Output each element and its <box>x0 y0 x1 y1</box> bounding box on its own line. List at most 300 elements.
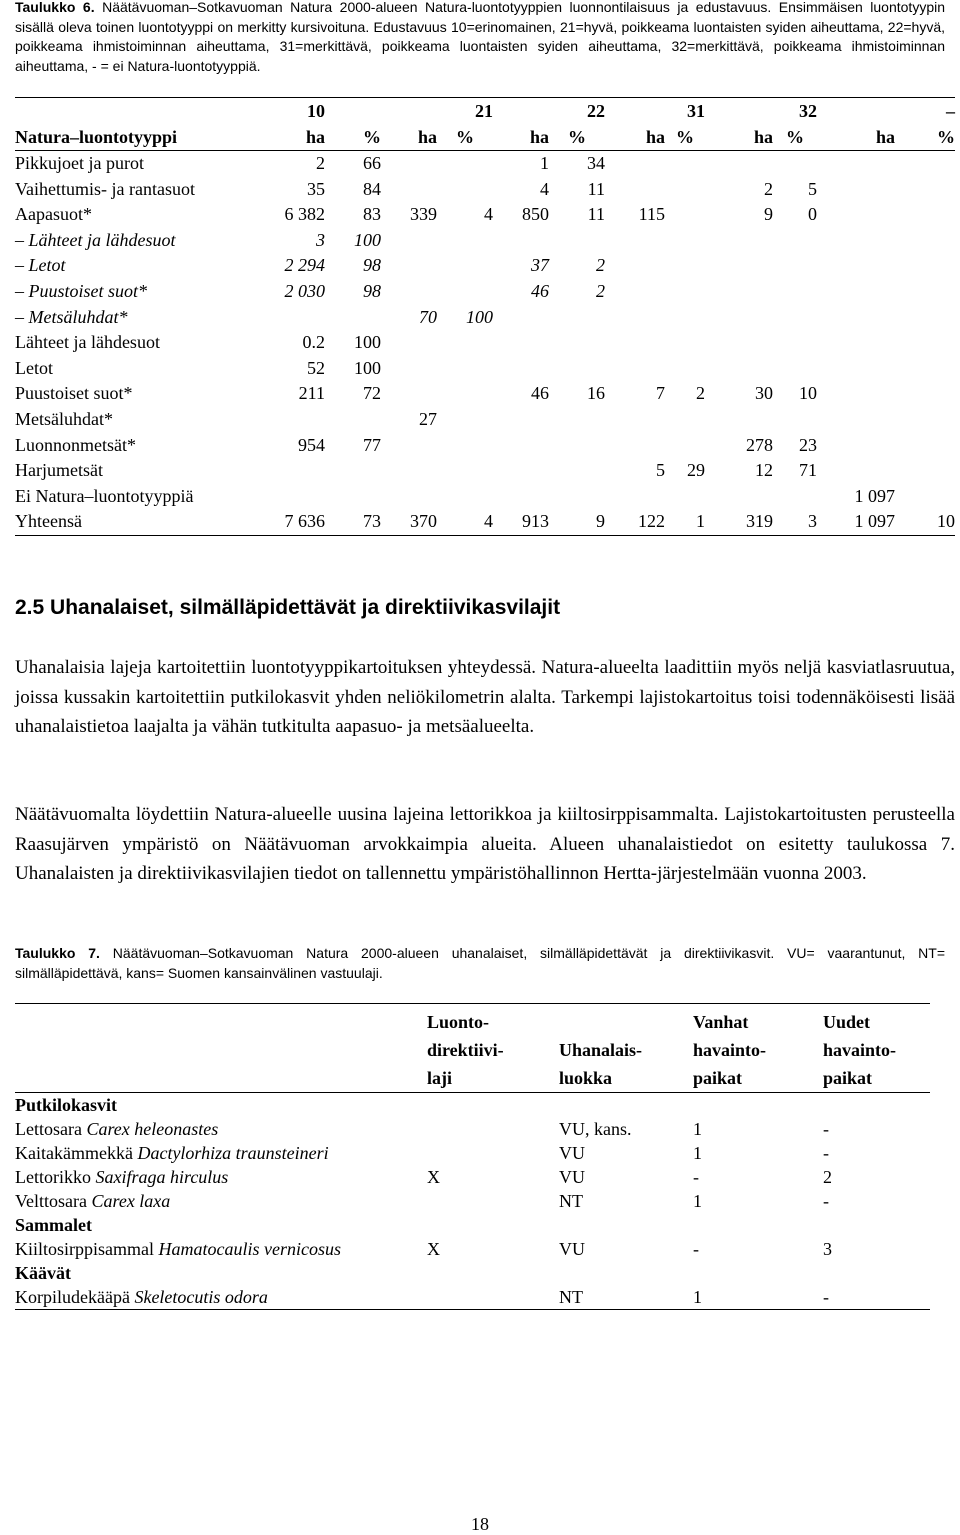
column-header: ha <box>817 124 895 151</box>
row-label: – Letot <box>15 255 66 276</box>
table6-row <box>15 407 955 433</box>
cell <box>895 228 955 254</box>
cell <box>549 330 605 356</box>
cell <box>895 407 955 433</box>
cell: 2 <box>696 383 705 404</box>
cell <box>275 305 325 331</box>
cell <box>773 253 817 279</box>
column-header: % <box>773 124 817 151</box>
group-header: 32 <box>773 98 817 125</box>
cell: 2 <box>823 1167 832 1187</box>
column-header: ha <box>605 124 665 151</box>
cell: 12 <box>755 460 773 481</box>
cell <box>437 433 493 459</box>
table7-group-row <box>15 1261 930 1285</box>
cell <box>705 151 773 177</box>
species-latin-name: Dactylorhiza traunsteineri <box>137 1143 329 1163</box>
table6-row <box>15 381 955 407</box>
cell <box>817 381 895 407</box>
cell <box>817 151 895 177</box>
table6-row <box>15 433 955 459</box>
header-line: direktiivi- <box>427 1040 504 1060</box>
cell: - <box>693 1239 699 1259</box>
cell <box>325 407 381 433</box>
cell: 27 <box>419 408 437 429</box>
cell: - <box>823 1143 829 1163</box>
cell <box>665 279 705 305</box>
cell <box>605 305 665 331</box>
cell <box>705 407 773 433</box>
row-label: Ei Natura–luontotyyppiä <box>15 485 194 506</box>
column-header-directive <box>427 1004 559 1093</box>
row-label: Harjumetsät <box>15 460 103 481</box>
cell <box>823 1093 930 1118</box>
table6-row <box>15 228 955 254</box>
cell <box>823 1261 930 1285</box>
column-header: ha <box>493 124 549 151</box>
column-header: Natura–luontotyyppi <box>15 124 275 151</box>
cell <box>895 356 955 382</box>
column-header: ha <box>275 124 325 151</box>
cell <box>605 356 665 382</box>
cell <box>427 1117 559 1141</box>
cell: 5 <box>656 460 665 481</box>
table6-row <box>15 202 955 228</box>
table6-row <box>15 151 955 177</box>
species-cell: Putkilokasvit <box>15 1095 118 1115</box>
cell <box>605 484 665 510</box>
species-common-name: Velttosara <box>15 1191 87 1211</box>
cell <box>773 330 817 356</box>
cell <box>493 305 549 331</box>
table6-row <box>15 458 955 484</box>
table7-group-row <box>15 1213 930 1237</box>
cell: 9 <box>764 204 773 225</box>
species-cell <box>15 1141 427 1165</box>
cell: 1 <box>665 509 705 535</box>
cell <box>665 151 705 177</box>
table7-caption <box>15 944 945 983</box>
header-line: paikat <box>823 1068 873 1088</box>
cell <box>817 177 895 203</box>
cell: 77 <box>363 434 381 455</box>
cell: 16 <box>587 383 605 404</box>
row-label: Vaihettumis- ja rantasuot <box>15 178 195 199</box>
cell <box>895 381 955 407</box>
cell <box>427 1213 559 1237</box>
cell <box>665 433 705 459</box>
cell <box>817 356 895 382</box>
cell <box>437 253 493 279</box>
table6-row <box>15 305 955 331</box>
table6-row <box>15 330 955 356</box>
table6-row <box>15 279 955 305</box>
cell <box>895 330 955 356</box>
cell: 954 <box>298 434 325 455</box>
table7-row <box>15 1141 930 1165</box>
cell <box>437 356 493 382</box>
row-label: – Lähteet ja lähdesuot <box>15 229 176 250</box>
cell: 0 <box>808 204 817 225</box>
cell <box>693 1213 823 1237</box>
species-common-name: Kaitakämmekkä <box>15 1143 133 1163</box>
cell <box>437 177 493 203</box>
cell: 1 <box>693 1119 702 1139</box>
cell <box>381 228 437 254</box>
cell: 2 <box>316 153 325 173</box>
cell: 211 <box>298 383 325 404</box>
species-common-name: Korpiludekääpä <box>15 1287 130 1307</box>
group-header: – <box>895 98 955 125</box>
cell <box>381 433 437 459</box>
cell: 30 <box>755 383 773 404</box>
cell: 3 <box>823 1239 832 1259</box>
cell: 2 294 <box>284 255 325 276</box>
table7-header-row <box>15 1004 930 1093</box>
table6 <box>15 97 955 536</box>
cell: 278 <box>746 434 773 455</box>
cell <box>381 381 437 407</box>
column-header: ha <box>705 124 773 151</box>
cell: NT <box>559 1191 583 1211</box>
cell <box>381 253 437 279</box>
cell: 339 <box>410 204 437 225</box>
species-latin-name: Hamatocaulis vernicosus <box>158 1239 341 1259</box>
cell <box>817 330 895 356</box>
cell <box>605 433 665 459</box>
cell: 100 <box>354 332 381 353</box>
cell <box>895 433 955 459</box>
cell: 6 382 <box>284 204 325 225</box>
paragraph-1: Uhanalaisia lajeja kartoitettiin luontotyyppikartoituksen yhteydessä. Natura-alueelta laadittiin myös neljä kasviatlasruutua, joissa kussakin kartoitettiin putkilokasvit yhden neliökilometrin alalta. Tarkempi lajistokartoitus toisi todennäköisesti lisää uhanalaistietoa laajalta ja vähän tutkitulta aapasuo- ja metsäalueelta. <box>15 657 955 737</box>
column-header: % <box>665 124 705 151</box>
cell <box>549 433 605 459</box>
species-common-name: Lettorikko <box>15 1167 91 1187</box>
cell: 1 <box>693 1285 823 1310</box>
cell <box>773 279 817 305</box>
cell: 52 <box>307 357 325 378</box>
cell: 2 030 <box>284 280 325 301</box>
header-line: Luonto- <box>427 1012 490 1032</box>
cell: - <box>693 1167 699 1187</box>
cell <box>773 484 817 510</box>
table6-body <box>15 151 955 536</box>
cell: 1 097 <box>854 485 895 506</box>
cell <box>895 202 955 228</box>
cell: - <box>823 1119 829 1139</box>
table7 <box>15 1003 930 1310</box>
cell <box>437 458 493 484</box>
cell: 319 <box>705 509 773 535</box>
cell: 100 <box>466 306 493 327</box>
column-header: ha <box>381 124 437 151</box>
header-line: havainto- <box>693 1040 767 1060</box>
cell: 4 <box>437 509 493 535</box>
cell <box>437 407 493 433</box>
cell <box>705 484 773 510</box>
table6-row <box>15 177 955 203</box>
cell <box>437 279 493 305</box>
cell: 1 <box>540 153 549 173</box>
column-header <box>15 1004 427 1093</box>
cell <box>605 407 665 433</box>
row-label: Pikkujoet ja purot <box>15 153 144 173</box>
cell <box>817 253 895 279</box>
header-line: Uudet <box>823 1012 871 1032</box>
table6-column-header-row <box>15 124 955 151</box>
cell <box>605 253 665 279</box>
cell <box>665 177 705 203</box>
cell <box>427 1261 559 1285</box>
cell <box>773 356 817 382</box>
table6-row <box>15 484 955 510</box>
cell <box>705 279 773 305</box>
cell: X <box>427 1239 440 1259</box>
group-header: 31 <box>665 98 705 125</box>
table7-body <box>15 1093 930 1310</box>
group-header: 10 <box>275 98 325 125</box>
species-latin-name: Carex laxa <box>91 1191 171 1211</box>
cell <box>427 1141 559 1165</box>
cell: 2 <box>764 178 773 199</box>
cell: 37 <box>531 255 549 276</box>
cell: - <box>823 1191 829 1211</box>
header-line: Vanhat <box>693 1012 749 1032</box>
cell <box>705 330 773 356</box>
cell: 9 <box>549 509 605 535</box>
row-label: Luonnonmetsät* <box>15 434 136 455</box>
cell <box>381 484 437 510</box>
species-cell: Käävät <box>15 1263 71 1283</box>
species-common-name: Kiiltosirppisammal <box>15 1239 154 1259</box>
cell: VU <box>559 1239 585 1259</box>
header-line: luokka <box>559 1068 613 1088</box>
cell <box>549 228 605 254</box>
header-line: havainto- <box>823 1040 897 1060</box>
table6-caption-label: Taulukko 6. <box>15 0 95 15</box>
table7-row <box>15 1117 930 1141</box>
cell: 1 <box>693 1191 702 1211</box>
cell: 7 <box>656 383 665 404</box>
cell: 3 <box>316 229 325 250</box>
cell: 3 <box>773 509 817 535</box>
table6-group-header-row <box>15 98 955 125</box>
species-cell <box>15 1237 427 1261</box>
cell: 29 <box>687 460 705 481</box>
species-cell <box>15 1189 427 1213</box>
cell: 850 <box>522 204 549 225</box>
cell <box>437 330 493 356</box>
cell <box>693 1093 823 1118</box>
cell <box>605 279 665 305</box>
table7-caption-text: Näätävuoman–Sotkavuoman Natura 2000-alueen uhanalaiset, silmälläpidettävät ja direktiivikasvit. VU= vaarantunut, NT= silmälläpidettävä, kans= Suomen kansainvälinen vastuulaji. <box>15 945 946 981</box>
cell: 100 <box>354 357 381 378</box>
cell <box>381 356 437 382</box>
cell: 11 <box>587 178 605 199</box>
cell <box>705 305 773 331</box>
cell <box>437 151 493 177</box>
cell <box>895 484 955 510</box>
table7-row <box>15 1285 930 1310</box>
cell <box>549 305 605 331</box>
cell <box>665 228 705 254</box>
cell: 4 <box>484 204 493 225</box>
cell <box>437 228 493 254</box>
cell <box>559 1261 693 1285</box>
cell <box>549 407 605 433</box>
cell: 66 <box>363 153 381 173</box>
cell <box>493 330 549 356</box>
cell <box>549 484 605 510</box>
table6-row <box>15 509 955 535</box>
cell: VU <box>559 1167 585 1187</box>
cell: 1 <box>693 1143 702 1163</box>
cell <box>817 228 895 254</box>
cell <box>773 228 817 254</box>
cell: X <box>427 1167 440 1187</box>
species-cell <box>15 1117 427 1141</box>
cell <box>895 305 955 331</box>
cell: 98 <box>363 255 381 276</box>
row-label: Lähteet ja lähdesuot <box>15 332 160 353</box>
cell <box>895 177 955 203</box>
cell <box>437 381 493 407</box>
cell: 98 <box>363 280 381 301</box>
cell: 84 <box>363 178 381 199</box>
cell <box>275 458 325 484</box>
cell <box>665 484 705 510</box>
cell <box>493 458 549 484</box>
group-header: 22 <box>549 98 605 125</box>
cell: 10 <box>799 383 817 404</box>
cell <box>559 1213 693 1237</box>
cell <box>773 407 817 433</box>
cell <box>665 407 705 433</box>
row-label: Yhteensä <box>15 509 275 535</box>
cell: 122 <box>605 509 665 535</box>
cell: 115 <box>638 204 665 225</box>
cell <box>665 356 705 382</box>
row-label: Metsäluhdat* <box>15 408 113 429</box>
column-header: % <box>325 124 381 151</box>
cell: 72 <box>363 383 381 404</box>
cell <box>705 253 773 279</box>
cell <box>559 1093 693 1118</box>
cell <box>549 458 605 484</box>
header-line: laji <box>427 1068 452 1088</box>
table7-group-row <box>15 1093 930 1118</box>
table6-row <box>15 356 955 382</box>
cell: - <box>823 1285 930 1310</box>
cell <box>493 433 549 459</box>
column-header: % <box>549 124 605 151</box>
cell: 73 <box>325 509 381 535</box>
row-label: Aapasuot* <box>15 204 92 225</box>
species-cell: Sammalet <box>15 1215 92 1235</box>
cell <box>493 484 549 510</box>
cell: 913 <box>493 509 549 535</box>
species-cell <box>15 1165 427 1189</box>
cell: 100 <box>354 229 381 250</box>
column-header: % <box>895 124 955 151</box>
cell <box>381 458 437 484</box>
cell <box>705 228 773 254</box>
cell <box>437 484 493 510</box>
cell <box>665 253 705 279</box>
cell: 23 <box>799 434 817 455</box>
cell: 370 <box>381 509 437 535</box>
cell <box>693 1261 823 1285</box>
cell: 46 <box>531 383 549 404</box>
cell <box>817 458 895 484</box>
table7-row <box>15 1165 930 1189</box>
table7-row <box>15 1189 930 1213</box>
cell <box>895 151 955 177</box>
cell <box>823 1213 930 1237</box>
cell: 2 <box>596 280 605 301</box>
column-header: % <box>437 124 493 151</box>
cell <box>817 279 895 305</box>
table6-row <box>15 253 955 279</box>
cell <box>493 228 549 254</box>
row-label: – Puustoiset suot* <box>15 280 148 301</box>
species-common-name: Lettosara <box>15 1119 82 1139</box>
cell: 2 <box>596 255 605 276</box>
table6-caption <box>15 0 945 76</box>
table7-caption-label: Taulukko 7. <box>15 945 100 961</box>
cell <box>705 356 773 382</box>
cell <box>665 305 705 331</box>
cell <box>325 484 381 510</box>
species-latin-name: Saxifraga hirculus <box>95 1167 229 1187</box>
paragraph-2: Näätävuomalta löydettiin Natura-alueelle uusina lajeina lettorikkoa ja kiiltosirppisammalta. Lajistokartoitusten perusteella Raasujärven ympäristö on Näätävuoman arvokkaimpia alueita. Alueen uhanalaistiedot on esitetty taulukossa 7. Uhanalaisten ja direktiivikasvilajien tiedot on tallennettu ympäristöhallinnon Hertta-järjestelmään vuonna 2003. <box>15 804 955 884</box>
cell <box>605 151 665 177</box>
cell <box>817 407 895 433</box>
cell: 1 097 <box>817 509 895 535</box>
cell <box>275 407 325 433</box>
cell <box>605 228 665 254</box>
cell <box>895 253 955 279</box>
cell: 10 <box>895 509 955 535</box>
cell <box>773 151 817 177</box>
species-latin-name: Carex heleonastes <box>86 1119 219 1139</box>
cell <box>427 1189 559 1213</box>
cell <box>381 151 437 177</box>
cell: VU <box>559 1143 585 1163</box>
cell <box>605 330 665 356</box>
cell: VU, kans. <box>559 1119 632 1139</box>
cell: 4 <box>540 178 549 199</box>
cell: 70 <box>419 306 437 327</box>
cell <box>427 1093 559 1118</box>
cell: 71 <box>799 460 817 481</box>
cell <box>325 458 381 484</box>
cell: 35 <box>307 178 325 199</box>
species-cell <box>15 1285 427 1310</box>
cell <box>275 484 325 510</box>
cell <box>427 1285 559 1310</box>
cell: 11 <box>587 204 605 225</box>
cell <box>895 279 955 305</box>
cell: NT <box>559 1285 693 1310</box>
table6-caption-text: Näätävuoman–Sotkavuoman Natura 2000-alueen Natura-luontotyyppien luonnontilaisuus ja edustavuus. Ensimmäisen luontotyypin sisällä oleva toinen luontotyyppi on merkitty kursivoituna. Edustavuus 10=erinomainen, 21=hyvä, poikkeama luontaisten syiden aiheuttama, 22=hyvä, poikkeama ihmistoiminnan aiheuttama, 31=merkittävä, poikkeama luontaisten syiden aiheuttama, 32=merkittävä, poikkeama ihmistoiminnan aiheuttama, - = ei Natura-luontotyyppiä. <box>15 0 946 74</box>
cell: 46 <box>531 280 549 301</box>
cell: 0.2 <box>302 332 325 353</box>
header-line: Uhanalais- <box>559 1040 643 1060</box>
cell <box>605 177 665 203</box>
cell <box>381 177 437 203</box>
cell: 5 <box>808 178 817 199</box>
